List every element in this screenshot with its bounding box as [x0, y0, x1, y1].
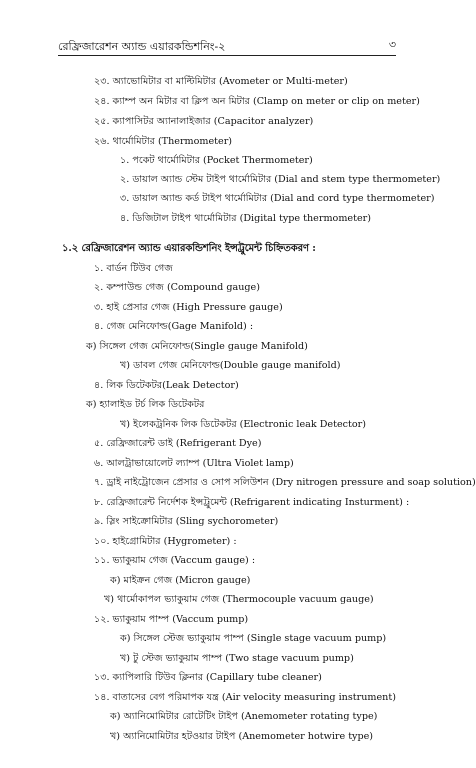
running-header: রেফ্রিজারেশন অ্যান্ড এয়ারকন্ডিশনিং-২	[58, 40, 226, 53]
list-item: ৯. স্লিং সাইক্রোমিটার (Sling sychorometer)	[94, 516, 279, 527]
list-item: ক) মাইক্রন গেজ (Micron gauge)	[110, 575, 251, 586]
list-item: ৮. রেফ্রিজারেন্ট নির্দেশক ইন্সট্রুমেন্ট (Refrigarent indicating Insturment) :	[94, 497, 410, 508]
list-item: ক) হ্যালাইড টর্চ লিক ডিটেকটর	[86, 399, 205, 410]
list-item: ১. পকেট থার্মোমিটার (Pocket Thermometer)	[120, 155, 313, 166]
page-number: ৩	[388, 38, 396, 51]
list-item: খ) ডাবল গেজ মেনিফোল্ড(Double gauge manifold)	[120, 360, 341, 371]
list-item: ৪. ডিজিটাল টাইপ থার্মোমিটার (Digital type thermometer)	[120, 213, 371, 224]
list-item: ৪. লিক ডিটেকটর(Leak Detector)	[94, 380, 239, 391]
list-item: খ) ইলেকট্রনিক লিক ডিটেকটর (Electronic leak Detector)	[120, 419, 366, 430]
list-item: ১১. ভ্যাকুয়াম গেজ (Vaccum gauge) :	[94, 555, 256, 566]
list-item: ২. কম্পাউন্ড গেজ (Compound gauge)	[94, 282, 260, 293]
list-item: ৪. গেজ মেনিফোল্ড(Gage Manifold) :	[94, 321, 254, 332]
list-item: খ) থার্মোকাপল ভ্যাকুয়াম গেজ (Thermocouple vacuum gauge)	[104, 594, 374, 605]
list-item: খ) টু স্টেজ ভ্যাকুয়াম পাম্প (Two stage vacuum pump)	[120, 653, 354, 664]
list-item: ৭. ড্রাই নাইট্রোজেন প্রেসার ও সোপ সলিউশন (Dry nitrogen pressure and soap solution)	[94, 477, 476, 488]
header-rule	[58, 55, 396, 56]
list-item: ১. বার্ডন টিউব গেজ	[94, 263, 173, 274]
list-item: ১২. ভ্যাকুয়াম পাম্প (Vaccum pump)	[94, 614, 249, 625]
list-item: ৫. রেফ্রিজারেন্ট ডাই (Refrigerant Dye)	[94, 438, 262, 449]
list-item: ক) অ্যানিমোমিটার রোটেটিং টাইপ (Anemometer rotating type)	[110, 711, 378, 722]
list-item: ১৪. বাতাসের বেগ পরিমাপক যন্ত্র (Air velocity measuring instrument)	[94, 692, 396, 703]
list-item: ক) সিঙ্গেল স্টেজ ভ্যাকুয়াম পাম্প (Single stage vacuum pump)	[120, 633, 387, 644]
list-item: ১০. হাইগ্রোমিটার (Hygrometer) :	[94, 536, 237, 547]
list-item: ২. ডায়াল অ্যান্ড স্টেম টাইপ থার্মোমিটার (Dial and stem type thermometer)	[120, 174, 441, 185]
list-item: ২৩. অ্যাভোমিটার বা মাল্টিমিটার (Avometer or Multi-meter)	[94, 76, 348, 87]
list-item: ২৬. থার্মোমিটার (Thermometer)	[94, 136, 233, 147]
list-item: ১৩. ক্যাপিলারি টিউব ক্লিনার (Capillary tube cleaner)	[94, 672, 322, 683]
section-heading: ১.২ রেফ্রিজারেশন অ্যান্ড এয়ারকন্ডিশনিং ইন্সট্রুমেন্ট চিহ্নিতকরণ :	[62, 243, 316, 254]
list-item: ২৫. ক্যাপাসিটর অ্যানালাইজার (Capacitor analyzer)	[94, 116, 314, 127]
list-item: ২৪. ক্যাম্প অন মিটার বা ক্লিপ অন মিটার (Clamp on meter or clip on meter)	[94, 96, 420, 107]
list-item: ৩. হাই প্রেসার গেজ (High Pressure gauge)	[94, 302, 283, 313]
list-item: ৩. ডায়াল অ্যান্ড কর্ড টাইপ থার্মোমিটার (Dial and cord type thermometer)	[120, 193, 435, 204]
list-item: ক) সিঙ্গেল গেজ মেনিফোল্ড(Single gauge Manifold)	[86, 341, 308, 352]
list-item: ৬. আলট্রাভায়োলেট ল্যাম্প (Ultra Violet lamp)	[94, 458, 294, 469]
list-item: খ) অ্যানিমোমিটার হটওয়ার টাইপ (Anemometer hotwire type)	[110, 731, 374, 742]
